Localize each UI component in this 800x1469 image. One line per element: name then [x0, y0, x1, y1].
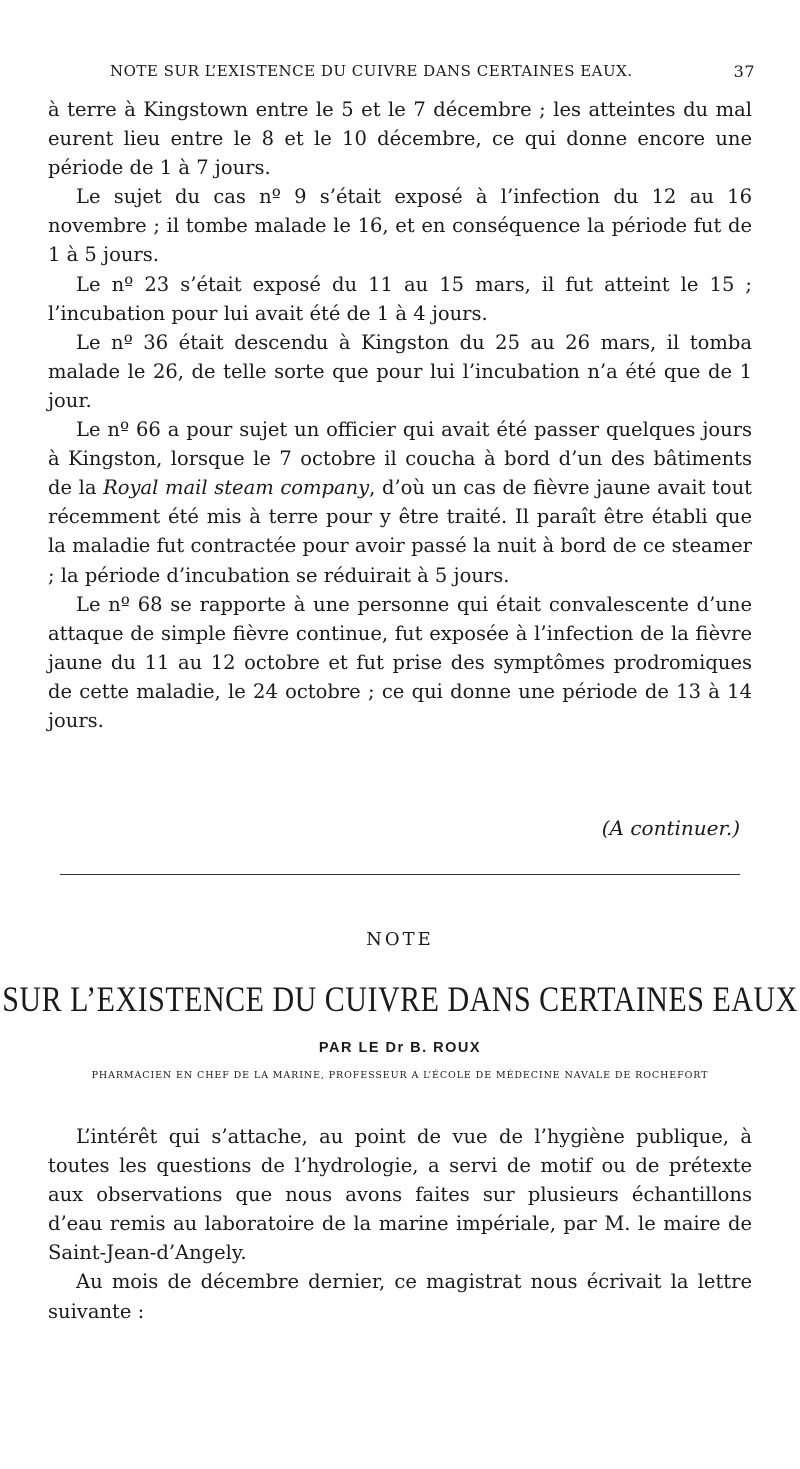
paragraph-cas-66 — [48, 415, 752, 590]
section-divider — [60, 874, 740, 875]
paragraph-kingstown: à terre à Kingstown entre le 5 et le 7 décembre ; les atteintes du mal eurent lieu entre le 8 et le 10 décembre, ce qui donne encore une période de 1 à 7 jours. — [48, 98, 752, 180]
note-label: NOTE — [366, 929, 434, 950]
paragraph-cas-9: Le sujet du cas nº 9 s’était exposé à l’infection du 12 au 16 novembre ; il tombe malade le 16, et en conséquence la période fut de 1 à 5 jours. — [48, 185, 752, 267]
new-article-text — [48, 1122, 752, 1326]
paragraph-cas-66-end: , d’où un cas de fièvre jaune avait tout récemment été mis à terre pour y être traité. Il paraît être établi que la maladie fut contractée pour avoir passé la nuit à bord de ce steamer ; la période d’incubation se réduirait à 5 jours. — [48, 476, 752, 587]
ship-company-name: Royal mail steam company — [103, 476, 370, 500]
to-be-continued: (A continuer.) — [601, 816, 740, 840]
paragraph-cas-23: Le nº 23 s’était exposé du 11 au 15 mars, il fut atteint le 15 ; l’incubation pour lui avait été de 1 à 4 jours. — [48, 272, 752, 325]
page-number: 37 — [733, 62, 755, 81]
paragraph-decembre: Au mois de décembre dernier, ce magistrat nous écrivait la lettre suivante : — [48, 1270, 752, 1323]
author-affiliation: PHARMACIEN EN CHEF DE LA MARINE, PROFESSEUR A L’ÉCOLE DE MÉDECINE NAVALE DE ROCHEFORT — [91, 1070, 709, 1081]
paragraph-interet: L’intérêt qui s’attache, au point de vue de l’hygiène publique, à toutes les questions de l’hydrologie, a servi de motif ou de prétexte aux observations que nous avons faites sur plusieurs échantillons d’eau remis au laboratoire de la marine impériale, par M. le maire de Saint-Jean-d’Angely. — [48, 1125, 752, 1265]
article-title: SUR L’EXISTENCE DU CUIVRE DANS CERTAINES EAUX — [2, 980, 798, 1020]
paragraph-cas-68: Le nº 68 se rapporte à une personne qui était convalescente d’une attaque de simple fièvre continue, fut exposée à l’infection de la fièvre jaune du 11 au 12 octobre et fut prise des symptômes prodromiques de cette maladie, le 24 octobre ; ce qui donne une période de 13 à 14 jours. — [48, 592, 752, 732]
author-byline: PAR LE Dr B. ROUX — [318, 1040, 482, 1056]
paragraph-cas-66-start: Le nº 66 a pour sujet un officier qui avait été passer quelques jours à Kingston, lorsque le 7 octobre il coucha à bord d’un des bâtiments de la — [48, 418, 752, 500]
continued-article-text — [48, 95, 752, 735]
paragraph-cas-36: Le nº 36 était descendu à Kingston du 25 au 26 mars, il tomba malade le 26, de telle sorte que pour lui l’incubation n’a été que de 1 jour. — [48, 330, 752, 412]
running-head — [48, 60, 755, 86]
running-head-title: NOTE SUR L’EXISTENCE DU CUIVRE DANS CERTAINES EAUX. — [110, 62, 633, 80]
